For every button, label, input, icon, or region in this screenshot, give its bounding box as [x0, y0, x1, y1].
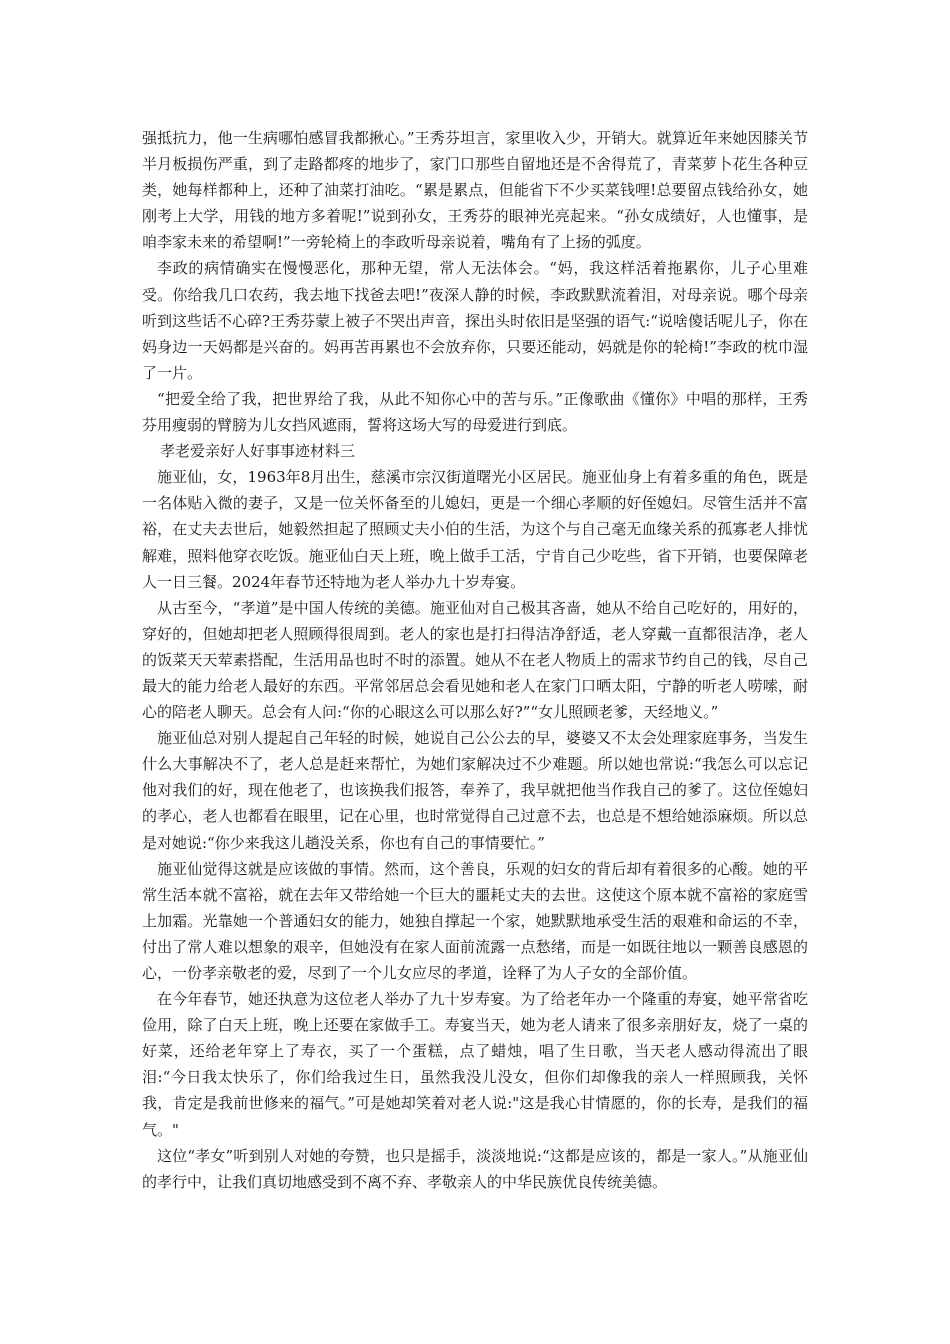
paragraph-3: “把爱全给了我，把世界给了我，从此不知你心中的苦与乐。”正像歌曲《懂你》中唱的那样，王秀芬用瘦弱的臂膀为儿女挡风遮雨，誓将这场大写的母爱进行到底。	[142, 389, 808, 435]
paragraph-5: 施亚仙，女，1963年8月出生，慈溪市宗汉街道曙光小区居民。施亚仙身上有着多重的角色，既是一名体贴入微的妻子，又是一位关怀备至的儿媳妇，更是一个细心孝顺的好侄媳妇。尽管生活并不富裕，在丈夫去世后，她毅然担起了照顾丈夫小伯的生活，为这个与自己毫无血缘关系的孤寡老人排忧解难，照料他穿衣吃饭。施亚仙白天上班，晚上做手工活，宁肯自己少吃些，省下开销，也要保障老人一日三餐。2024年春节还特地为老人举办九十岁寿宴。	[142, 468, 808, 591]
paragraph-2: 李政的病情确实在慢慢恶化，那种无望，常人无法体会。“妈，我这样活着拖累你，儿子心里难受。你给我几口农药，我去地下找爸去吧!”夜深人静的时候，李政默默流着泪，对母亲说。哪个母亲听到这些话不心碎?王秀芬蒙上被子不哭出声音，探出头时依旧是坚强的语气:“说啥傻话呢儿子，你在妈身边一天妈都是兴奋的。妈再苦再累也不会放弃你，只要还能动，妈就是你的轮椅!”李政的枕巾湿了一片。	[142, 259, 808, 382]
paragraph-10: 这位“孝女”听到别人对她的夸赞，也只是摇手，淡淡地说:“这都是应该的，都是一家人。”从施亚仙的孝行中，让我们真切地感受到不离不弃、孝敬亲人的中华民族优良传统美德。	[142, 1146, 808, 1191]
document-page	[142, 125, 808, 1195]
paragraph-8: 施亚仙觉得这就是应该做的事情。然而，这个善良，乐观的妇女的背后却有着很多的心酸。她的平常生活本就不富裕，就在去年又带给她一个巨大的噩耗丈夫的去世。这使这个原本就不富裕的家庭雪上加霜。光靠她一个普通妇女的能力，她独自撑起一个家，她默默地承受生活的艰难和命运的不幸，付出了常人难以想象的艰辛，但她没有在家人面前流露一点愁绪，而是一如既往地以一颗善良感恩的心，一份孝亲敬老的爱，尽到了一个儿女应尽的孝道，诠释了为人子女的全部价值。	[142, 859, 808, 982]
paragraph-6: 从古至今，“孝道”是中国人传统的美德。施亚仙对自己极其吝啬，她从不给自己吃好的，用好的，穿好的，但她却把老人照顾得很周到。老人的家也是打扫得洁净舒适，老人穿戴一直都很洁净，老人的饭菜天天荤素搭配，生活用品也时不时的添置。她从不在老人物质上的需求节约自己的钱，尽自己最大的能力给老人最好的东西。平常邻居总会看见她和老人在家门口晒太阳，宁静的听老人唠嗦，耐心的陪老人聊天。总会有人问:“你的心眼这么可以那么好?”“女儿照顾老爹，天经地义。”	[142, 598, 808, 722]
paragraph-1: 强抵抗力，他一生病哪怕感冒我都揪心。”王秀芬坦言，家里收入少，开销大。就算近年来她因膝关节半月板损伤严重，到了走路都疼的地步了，家门口那些自留地还是不舍得荒了，青菜萝卜花生各种豆类，她每样都种上，还种了油菜打油吃。“累是累点，但能省下不少买菜钱哩!总要留点钱给孙女，她刚考上大学，用钱的地方多着呢!”说到孙女，王秀芬的眼神光亮起来。“孙女成绩好，人也懂事，是咱李家未来的希望啊!”一旁轮椅上的李政听母亲说着，嘴角有了上扬的弧度。	[142, 129, 808, 252]
paragraph-9: 在今年春节，她还执意为这位老人举办了九十岁寿宴。为了给老年办一个隆重的寿宴，她平常省吃俭用，除了白天上班，晚上还要在家做手工。寿宴当天，她为老人请来了很多亲朋好友，烧了一桌的好菜，还给老年穿上了寿衣，买了一个蛋糕，点了蜡烛，唱了生日歌，当天老人感动得流出了眼泪:“今日我太快乐了，你们给我过生日，虽然我没儿没女，但你们却像我的亲人一样照顾我，关怀我，肯定是我前世修来的福气。”可是她却笑着对老人说:"这是我心甘情愿的，你的长寿，是我们的福气。"	[142, 990, 808, 1139]
paragraph-7: 施亚仙总对别人提起自己年轻的时候，她说自己公公去的早，婆婆又不太会处理家庭事务，当发生什么大事解决不了，老人总是赶来帮忙，为她们家解决过不少难题。所以她也常说:“我怎么可以忘记他对我们的好，现在他老了，也该换我们报答，奉养了，我早就把他当作我自己的爹了。这位侄媳妇的孝心，老人也都看在眼里，记在心里，也时常觉得自己过意不去，也总是不想给她添麻烦。所以总是对她说:“你少来我这儿趟没关系，你也有自己的事情要忙。”	[142, 729, 808, 852]
section-heading: 孝老爱亲好人好事事迹材料三	[160, 442, 356, 461]
